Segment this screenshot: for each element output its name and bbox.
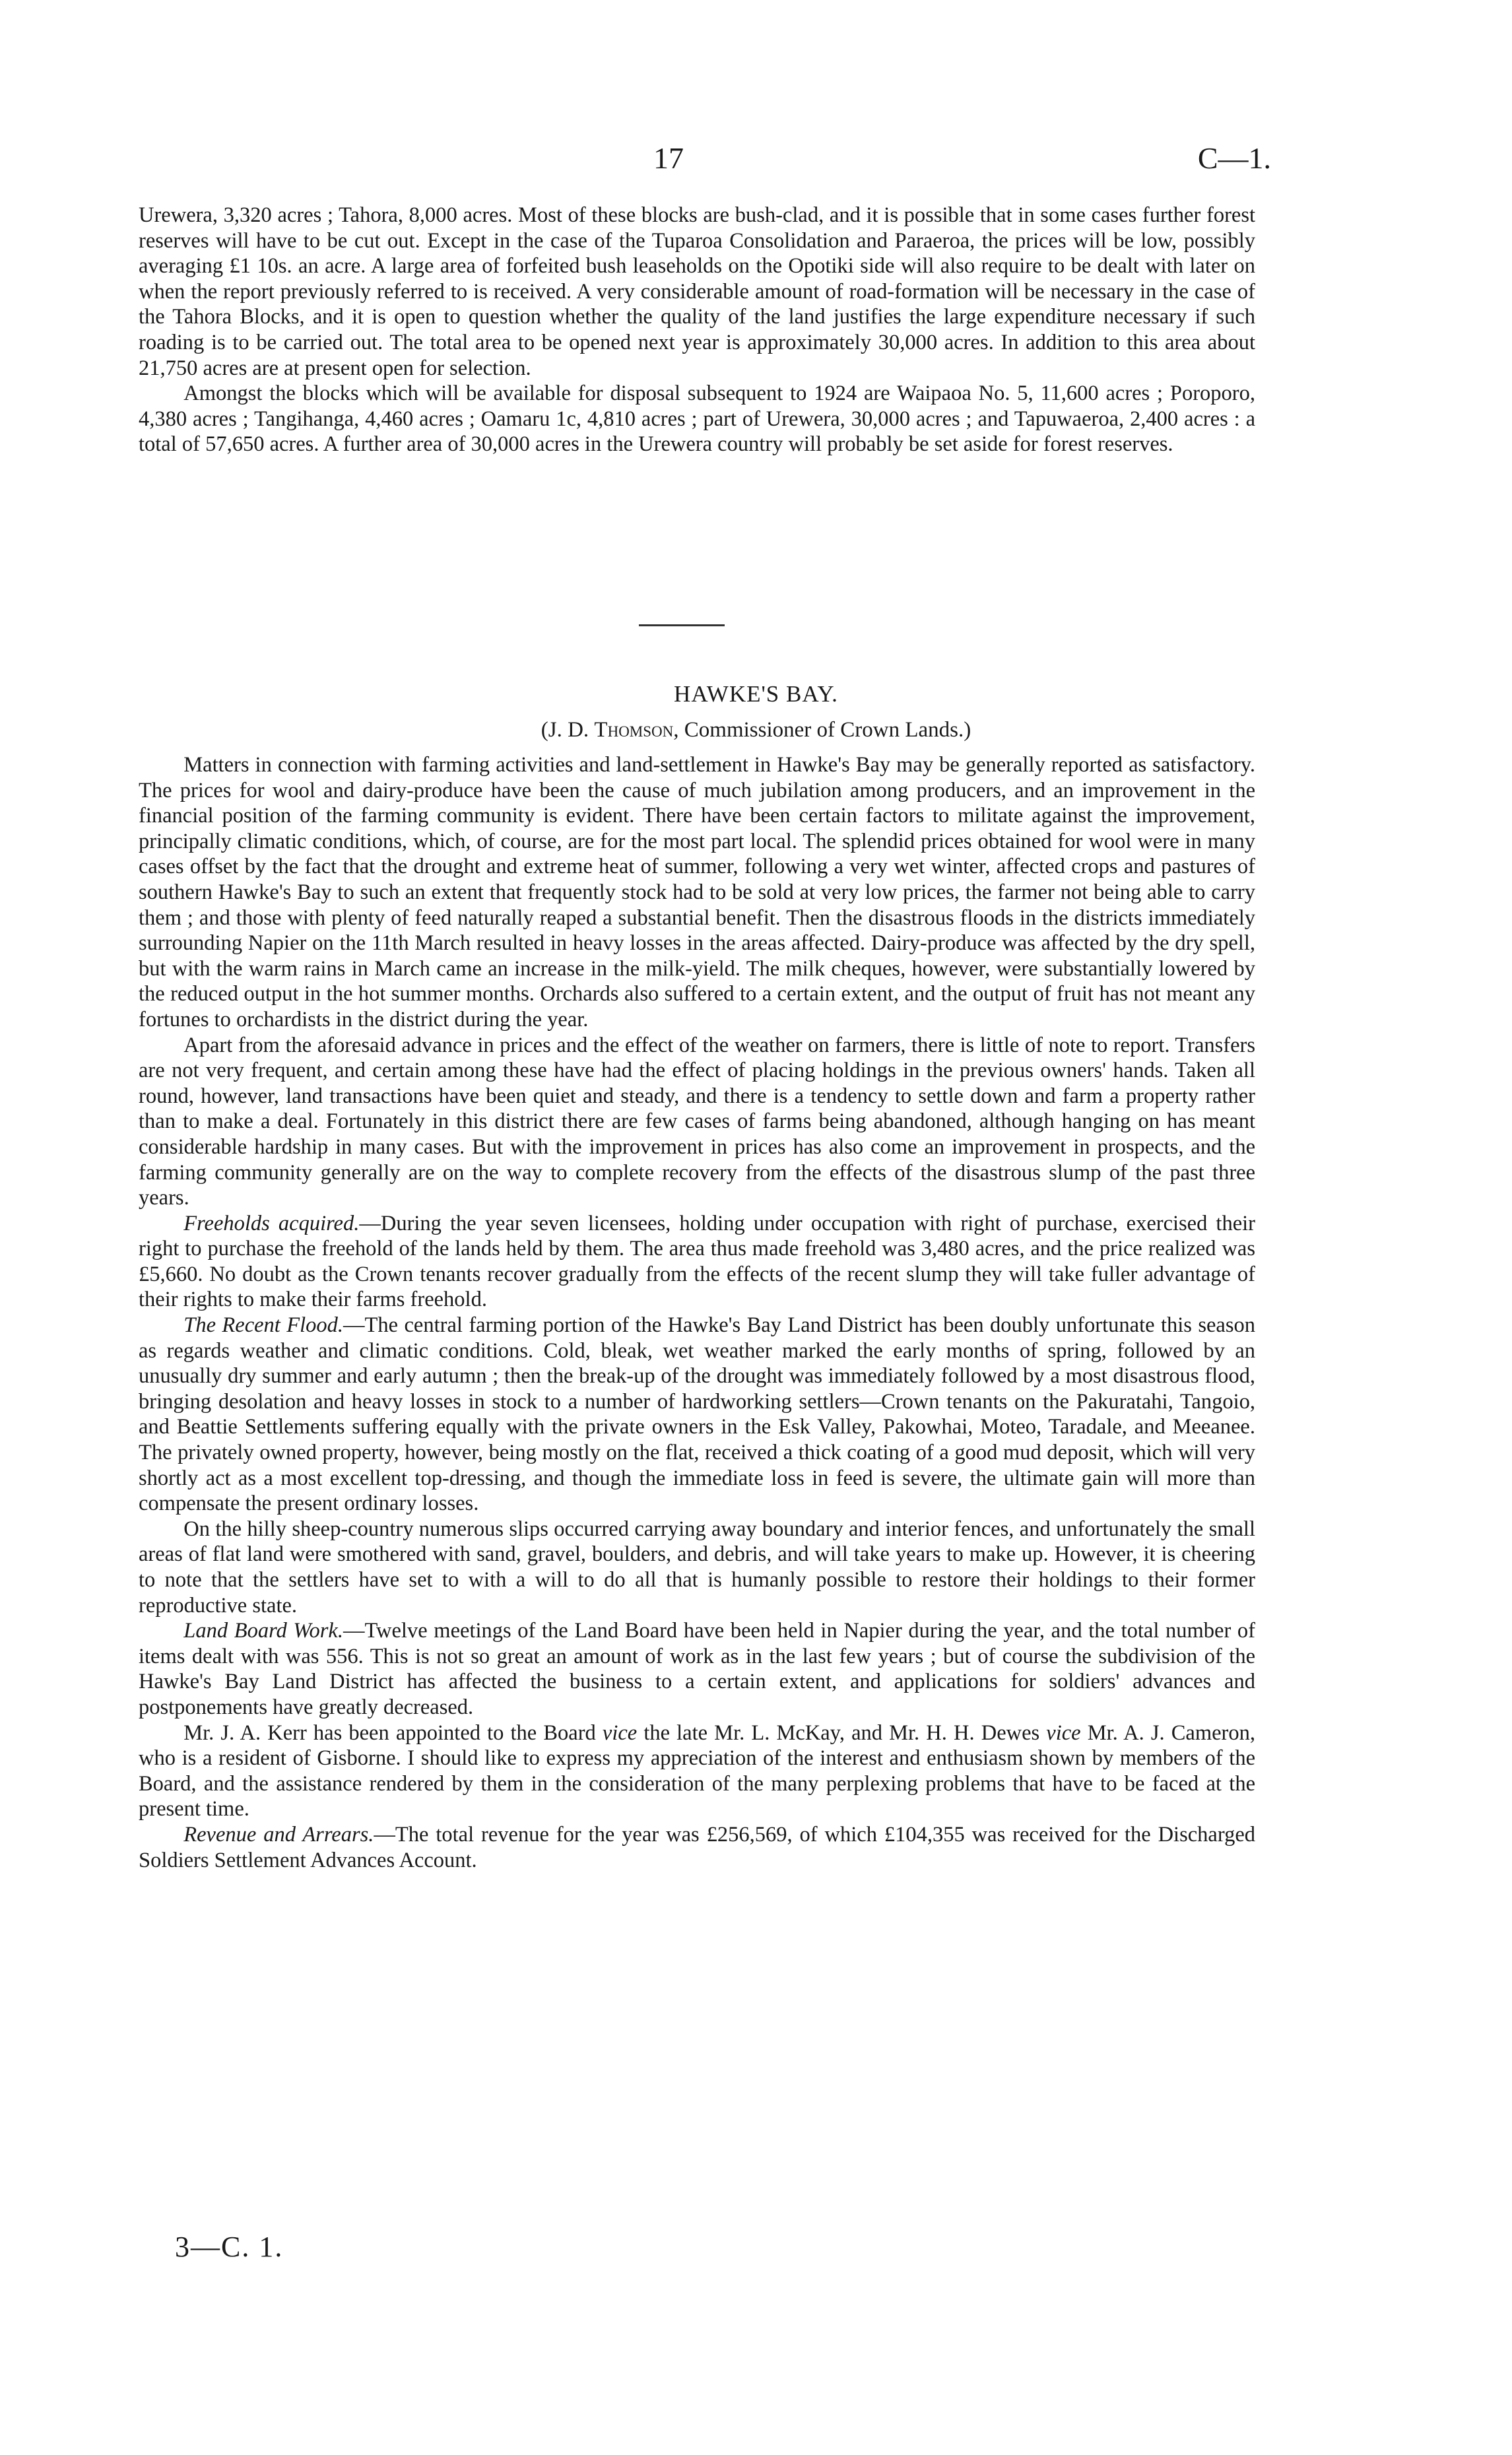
- commissioner-name: Thomson: [594, 718, 674, 742]
- paragraph: [139, 1720, 1255, 1822]
- commissioner-open: (J. D.: [541, 718, 595, 742]
- signature-mark: 3—C. 1.: [175, 2231, 284, 2263]
- paragraph: [139, 1313, 1255, 1517]
- paragraph: On the hilly sheep-country numerous slips occurred carrying away boundary and interior fences, and unfortunately the small areas of flat land were smothered with sand, gravel, boulders, and debris, and will take years to make up. However, it is cheering to note that the settlers have set to with a will to do all that is humanly possible to restore their holdings to their former reproductive state.: [139, 1517, 1255, 1618]
- paper-code: C—1.: [1197, 141, 1271, 175]
- section-heading: HAWKE'S BAY.: [674, 681, 838, 707]
- paragraph-body: —Twelve meetings of the Land Board have been held in Napier during the year, and the total number of items dealt with was 556. This is not so great an amount of work as in the last few years ; but of course the subdivision of the Hawke's Bay Land District has affected the business to a certain extent, and applications for soldiers' advances and postponements have greatly decreased.: [139, 1619, 1256, 1719]
- hawkes-bay-text-block: [139, 752, 1255, 1873]
- paragraph-subheading: The Recent Flood.: [183, 1313, 344, 1338]
- section-divider: [639, 624, 725, 626]
- paragraph-subheading: Land Board Work.: [183, 1619, 343, 1643]
- commissioner-line: [0, 715, 1512, 744]
- paragraph: [139, 1211, 1255, 1313]
- commissioner-title: , Commissioner of Crown Lands.): [673, 718, 971, 742]
- page-number: 17: [653, 141, 684, 175]
- paragraph: Apart from the aforesaid advance in prices and the effect of the weather on farmers, there is little of note to report. Transfers are not very frequent, and certain among these have had the effect of placing holdings in the previous owners' hands. Taken all round, however, land transactions have been quiet and steady, and there is a tendency to settle down and farm a property rather than to make a deal. Fortunately in this district there are few cases of farms being abandoned, although hanging on has meant considerable hardship in many cases. But with the improvement in prices has also come an improvement in prospects, and the farming community generally are on the way to complete recovery from the effects of the disastrous slump of the past three years.: [139, 1033, 1255, 1210]
- paragraph-body: —During the year seven licensees, holding under occupation with right of purchase, exercised their right to purchase the freehold of the lands held by them. The area thus made freehold was 3,480 acres, and the price realized was £5,660. No doubt as the Crown tenants recover gradually from the effects of the recent slump they will take fuller advantage of their rights to make their farms freehold.: [139, 1211, 1255, 1312]
- paragraph-subheading: Revenue and Arrears.: [183, 1822, 374, 1847]
- paragraph: Matters in connection with farming activities and land-settlement in Hawke's Bay may be generally reported as satisfactory. The prices for wool and dairy-produce have been the cause of much jubilation among producers, and an improvement in the financial position of the farming community is evident. There have been certain factors to militate against the improvement, principally climatic conditions, which, of course, are for the most part local. The splendid prices obtained for wool were in many cases offset by the fact that the drought and extreme heat of summer, following a very wet winter, affected crops and pastures of southern Hawke's Bay to such an extent that frequently stock had to be sold at very low prices, the farmer not being able to carry them ; and those with plenty of feed naturally reaped a substantial benefit. Then the disastrous floods in the districts immediately surrounding Napier on the 11th March resulted in heavy losses in the areas affected. Dairy-produce was affected by the dry spell, but with the warm rains in March came an increase in the milk-yield. The milk cheques, however, were substantially lowered by the reduced output in the hot summer months. Orchards also suffered to a certain extent, and the output of fruit has not meant any fortunes to orchardists in the district during the year.: [139, 753, 1255, 1031]
- paragraph-body: —The total revenue for the year was £256,569, of which £104,355 was received for the Discharged Soldiers Settlement Advances Account.: [139, 1822, 1255, 1872]
- paragraph-body: Mr. A. J. Cameron, who is a resident of Gisborne. I should like to express my appreciation of the interest and enthusiasm shown by members of the Board, and the assistance rendered by them in the consideration of the many perplexing problems that have to be faced at the present time.: [139, 1720, 1255, 1821]
- latin-term: vice: [602, 1720, 638, 1745]
- paragraph-body: —The central farming portion of the Hawke's Bay Land District has been doubly unfortunate this season as regards weather and climatic conditions. Cold, bleak, wet weather marked the early months of spring, followed by an unusually dry summer and early autumn ; then the break-up of the drought was immediately followed by a most disastrous flood, bringing desolation and heavy losses in stock to a number of hardworking settlers—Crown tenants on the Pakuratahi, Tangoio, and Beattie Settlements suffering equally with the private owners in the Esk Valley, Pakowhai, Moteo, Taradale, and Meeanee. The privately owned property, however, being mostly on the flat, received a thick coating of a good mud deposit, which will very shortly act as a most excellent top-dressing, and though the immediate loss in feed is severe, the ultimate gain will more than compensate the present ordinary losses.: [139, 1313, 1255, 1516]
- paragraph-subheading: Freeholds acquired.: [183, 1211, 360, 1235]
- paragraph: [139, 1822, 1255, 1873]
- paragraph: Urewera, 3,320 acres ; Tahora, 8,000 acres. Most of these blocks are bush-clad, and it is possible that in some cases further forest reserves will have to be cut out. Except in the case of the Tuparoa Consolidation and Paraeroa, the prices will be low, possibly averaging £1 10s. an acre. A large area of forfeited bush leaseholds on the Opotiki side will also require to be dealt with later on when the report previously referred to is received. A very considerable amount of road-formation will be necessary in the case of the Tahora Blocks, and it is open to question whether the quality of the land justifies the large expenditure necessary if such roading is to be carried out. The total area to be opened next year is approximately 30,000 acres. In addition to this area about 21,750 acres are at present open for selection.: [139, 203, 1255, 380]
- paragraph-body: the late Mr. L. McKay, and Mr. H. H. Dewes: [637, 1720, 1047, 1745]
- page-header: [0, 139, 1512, 178]
- paragraph: Amongst the blocks which will be available for disposal subsequent to 1924 are Waipaoa No. 5, 11,600 acres ; Poroporo, 4,380 acres ; Tangihanga, 4,460 acres ; Oamaru 1c, 4,810 acres ; part of Urewera, 30,000 acres ; and Tapuwaeroa, 2,400 acres : a total of 57,650 acres. A further area of 30,000 acres in the Urewera country will probably be set aside for forest reserves.: [139, 381, 1255, 457]
- opening-text-block: [139, 203, 1255, 457]
- paragraph: [139, 1618, 1255, 1720]
- paragraph-body: Mr. J. A. Kerr has been appointed to the Board: [183, 1720, 603, 1745]
- latin-term: vice: [1046, 1720, 1081, 1745]
